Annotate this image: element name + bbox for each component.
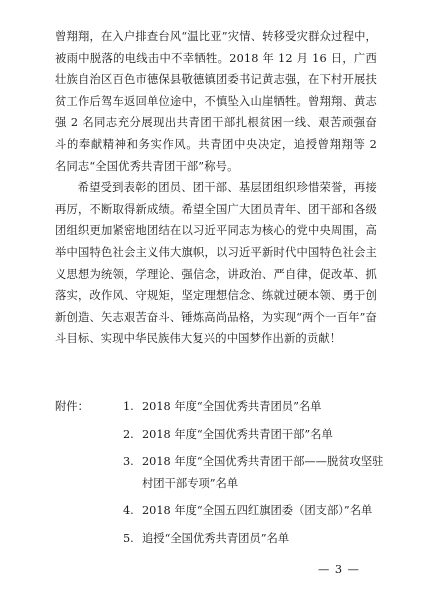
attachment-item [55,451,385,494]
attachment-number: 3. [123,455,134,469]
attachment-number: 4. [123,504,134,518]
body-text [55,26,377,350]
attachment-title: 2018 年度“全国优秀共青团干部”名单 [142,427,333,441]
attachment-title: 2018 年度“全国优秀共青团干部——脱贫攻坚驻村团干部专项”名单 [142,455,384,490]
attachment-title: 2018 年度“全国五四红旗团委（团支部）”名单 [142,504,373,518]
paragraph-2: 希望受到表彰的团员、团干部、基层团组织珍惜荣誉，再接再厉，不断取得新成绩。希望全国广大团员青年、团干部和各级团组织更加紧密地团结在以习近平同志为核心的党中央周围，高举中国特色社会主义伟大旗帜，以习近平新时代中国特色社会主义思想为统领，学理论、强信念，讲政治、严自律，促改革、抓落实，改作风、守规矩，坚定理想信念、练就过硬本领、勇于创新创造、矢志艰苦奋斗、锤炼高尚品格，为实现“两个一百年”奋斗目标、实现中华民族伟大复兴的中国梦作出新的贡献！ [55,181,377,346]
attachments-list [55,396,385,550]
attachments-label: 附件： [55,400,89,413]
attachment-title: 2018 年度“全国优秀共青团员”名单 [142,400,322,413]
attachment-number: 2. [123,427,134,441]
attachment-title: 追授“全国优秀共青团员”名单 [142,531,290,545]
attachment-item [55,424,385,446]
page-number: — 3 — [318,563,360,576]
attachment-item [55,396,385,418]
attachment-number: 1. [123,400,134,413]
attachment-item [55,500,385,522]
attachment-item [55,528,385,550]
attachment-number: 5. [123,531,134,545]
paragraph-1: 曾翔翔，在入户排查台风“温比亚”灾情、转移受灾群众过程中，被雨中脱落的电线击中不幸牺牲。2018 年 12 月 16 日，广西壮族自治区百色市德保县敬德镇团委书记黄志强，在下村开展扶贫工作后驾车返回单位途中，不慎坠入山崖牺牲。曾翔翔、黄志强 2 名同志充分展现出共青团干部扎根贫困一线、艰苦顽强奋斗的奉献精神和务实作风。共青团中央决定，追授曾翔翔等 2 名同志“全国优秀共青团干部”称号。 [55,30,377,173]
